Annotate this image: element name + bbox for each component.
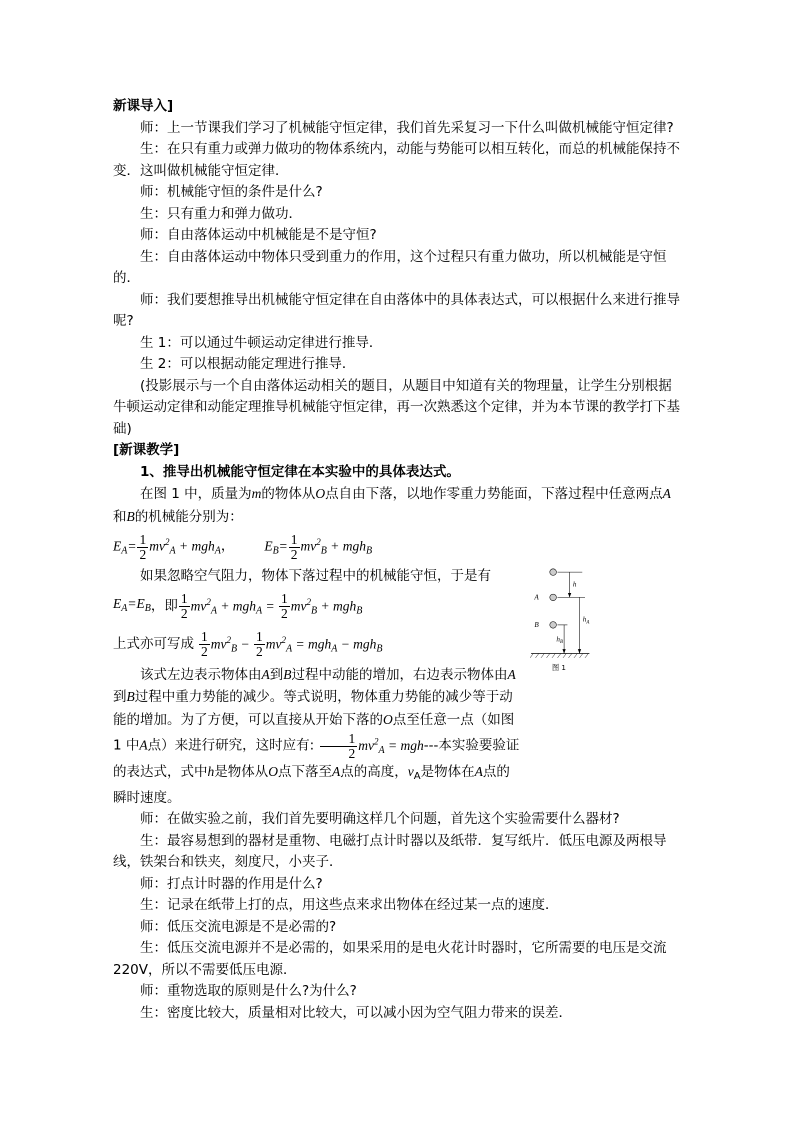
dialogue-line-8: 生 1：可以通过牛顿运动定律进行推导． <box>140 334 383 351</box>
dialogue-line-11: 生：最容易想到的器材是重物、电磁打点计时器以及纸带．复写纸片．低压电源及两根导线，铁架台和铁夹，刻度尺，小夹子． <box>113 832 667 870</box>
no-air-resistance-text: 如果忽略空气阻力，物体下落过程中的机械能守恒，于是有 <box>140 568 491 584</box>
dialogue-line-13: 生：记录在纸带上打的点，用这些点来求出物体在经过某一点的速度． <box>140 897 559 913</box>
equation-energies: $E_A=$ $\frac{1}{2}$ $mv^2_A + mgh_A$ ， $E_B=$ $\frac{1}{2}$ $mv^2_B + mgh_B$ <box>113 531 373 562</box>
equation-conservation: $E_A=E_B$ ，即 $\frac{1}{2}$ $mv^2_A + mgh_A$ = $\frac{1}{2}$ $mv^2_B + mgh_B$ <box>113 591 363 622</box>
equation-EA: $E_A=$ $\frac{1}{2}$ $mv^2_A + mgh_A$ <box>113 531 221 562</box>
explanation-paragraph: 该式左边表示物体由A到B过程中动能的增加，右边表示物体由A到B过程中重力势能的减少。等式说明，物体重力势能的减少等于动能的增加。为了方便，可以直接从开始下落的O点至任意一点（如图 1 中A点）来进行研究，这时应有: $\frac{1}{2}$ $mv^2_A = mgh---$本实验要验证的表达式，式中h是物体从O点下落至A点的高度，$v_A$是物体在A点的瞬时速度。 <box>113 666 520 806</box>
dialogue-line-4: 生：只有重力和弹力做功． <box>140 205 302 222</box>
label-hB: $h_B$ <box>556 635 564 646</box>
dialogue-line-6: 生：自由落体运动中物体只受到重力的作用，这个过程只有重力做功，所以机械能是守恒的． <box>113 248 667 286</box>
equation-rewritten: 上式亦可写成 $\frac{1}{2}$ $mv^2_B$ − $\frac{1}{2}$ $mv^2_A = mgh_A - mgh_B$ <box>113 629 383 660</box>
dialogue-line-3: 师：机械能守恒的条件是什么? <box>140 184 323 200</box>
figure-1-free-fall-diagram <box>530 548 640 748</box>
section-heading-intro: 新课导入] <box>113 98 174 114</box>
dialogue-line-17: 生：密度比较大，质量相对比较大，可以减小因为空气阻力带来的误差． <box>140 1004 572 1021</box>
label-B: B <box>534 621 539 630</box>
equation-EB: $E_B=$ $\frac{1}{2}$ $mv^2_B + mgh_B$ <box>264 531 373 562</box>
dialogue-line-16: 师：重物选取的原则是什么?为什么? <box>140 983 357 999</box>
dialogue-line-15: 生：低压交流电源并不是必需的，如果采用的是电火花计时器时，它所需要的电压是交流 220V，所以不需要低压电源． <box>113 940 667 978</box>
figure-caption: 图 1 <box>552 663 566 672</box>
projection-note: (投影展示与一个自由落体运动相关的题目，从题目中知道有关的物理量，让学生分别根据牛顿运动定律和动能定理推导机械能守恒定律，再一次熟悉这个定律，并为本节课的教学打下基础) <box>113 377 680 437</box>
dialogue-line-2: 生：在只有重力或弹力做功的物体系统内，动能与势能可以相互转化，而总的机械能保持不变．这叫做机械能守恒定律． <box>113 141 680 179</box>
subheading-derivation: 1、推导出机械能守恒定律在本实验中的具体表达式。 <box>140 463 460 480</box>
dialogue-line-5: 师：自由落体运动中机械能是不是守恒? <box>140 227 377 243</box>
intro-paragraph: 在图 1 中，质量为m的物体从O点自由下落，以地作零重力势能面，下落过程中任意两点A和B的机械能分别为： <box>113 486 671 525</box>
label-A: A <box>534 593 539 602</box>
dialogue-line-1: 师：上一节课我们学习了机械能守恒定律，我们首先采复习一下什么叫做机械能守恒定律? <box>140 119 674 136</box>
ball-top <box>550 569 557 576</box>
section-heading-new: [新课教学] <box>113 442 180 458</box>
dialogue-line-12: 师：打点计时器的作用是什么? <box>140 875 323 892</box>
dialogue-line-10: 师：在做实验之前，我们首先要明确这样几个问题，首先这个实验需要什么器材? <box>140 811 620 827</box>
label-hA: $h_A$ <box>582 615 590 626</box>
dialogue-line-14: 师：低压交流电源是不是必需的? <box>140 918 337 935</box>
ball-A <box>550 594 557 601</box>
dialogue-line-7: 师：我们要想推导出机械能守恒定律在自由落体中的具体表达式，可以根据什么来进行推导呢? <box>113 291 680 329</box>
label-h: h <box>572 580 577 589</box>
ball-B <box>550 622 557 629</box>
dialogue-line-9: 生 2：可以根据动能定理进行推导． <box>140 356 356 372</box>
